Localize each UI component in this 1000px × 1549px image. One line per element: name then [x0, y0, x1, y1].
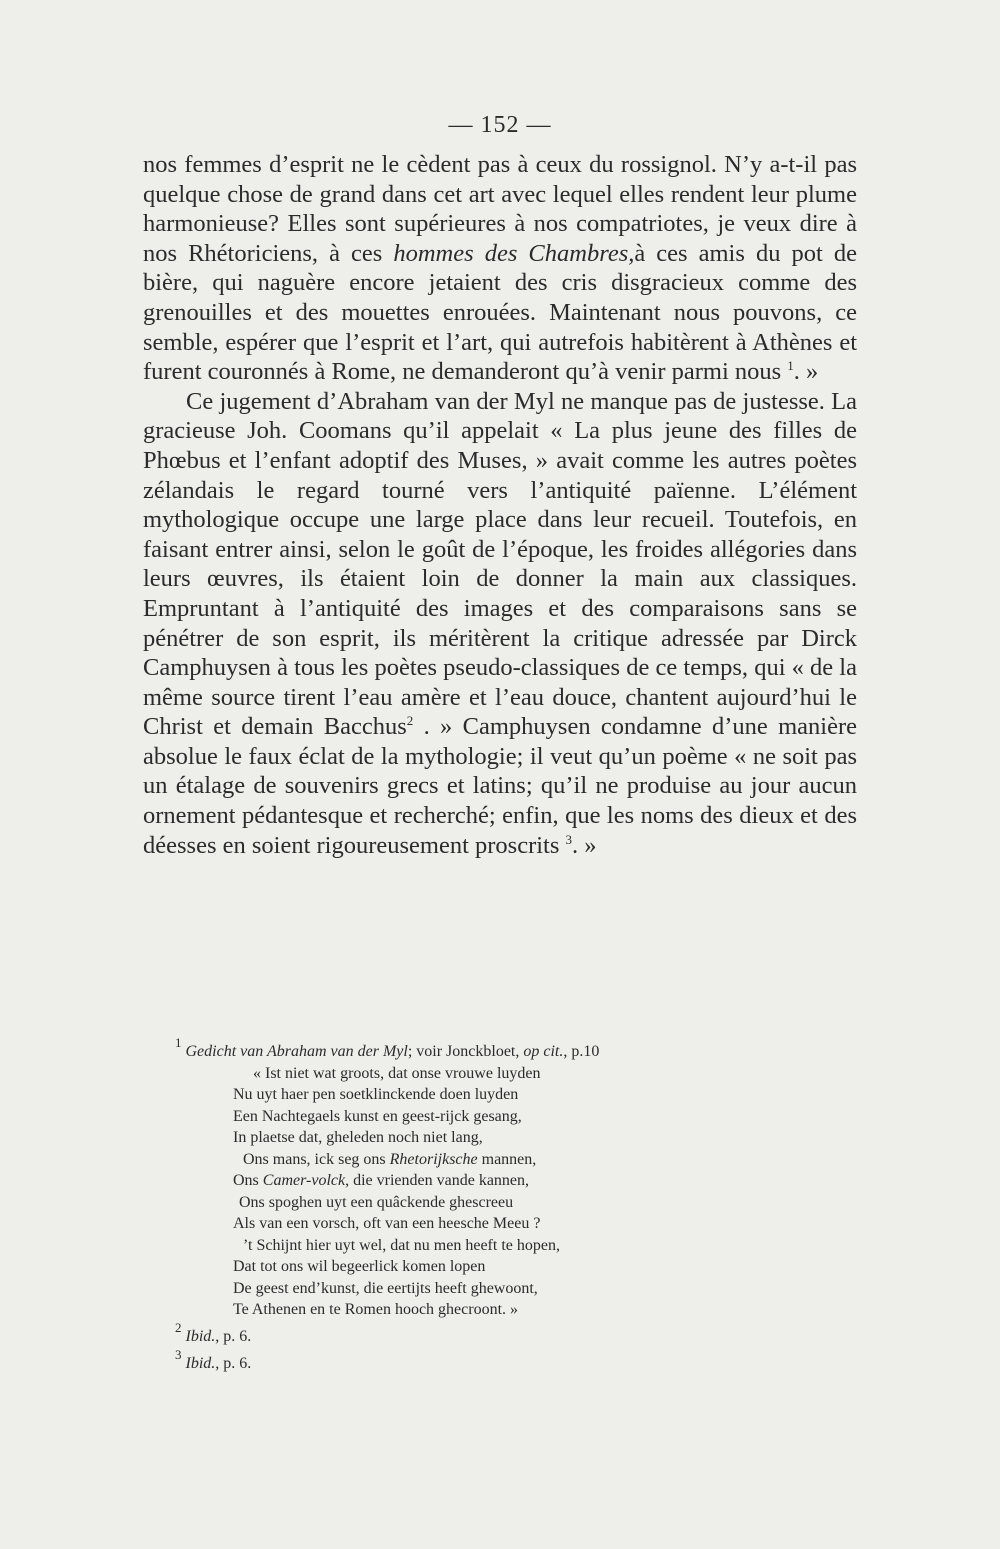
footnote-ibid: Ibid.	[185, 1327, 216, 1345]
paragraph-1	[143, 150, 857, 387]
text-run: . »	[572, 831, 597, 859]
verse-line: Nu uyt haer pen soetklinckende doen luyden	[233, 1086, 519, 1103]
verse-line	[233, 1170, 835, 1192]
verse-line: Dat tot ons wil begeerlick komen lopen	[233, 1258, 486, 1275]
text-run: à ces amis du pot de bière, qui naguère encore jetaient des cris disgracieux comme des grenouilles et des mouettes enrouées. Maintenant nous pouvons, ce semble, espérer que l’esprit et l’art, qui autrefois habitèrent à Athènes et furent couronnés à Rome, ne demanderont qu’à venir parmi nous	[143, 239, 857, 386]
footnotes	[175, 1035, 835, 1375]
page-number: — 152 —	[448, 112, 552, 138]
verse-line: Een Nachtegaels kunst en geest-rijck gesang,	[233, 1107, 522, 1125]
verse-italic: Rhetorijksche	[389, 1150, 478, 1168]
verse-line: Als van een vorsch, oft van een heesche Meeu ?	[233, 1215, 541, 1232]
footnote-page: , p. 6.	[215, 1327, 252, 1345]
verse-line	[233, 1149, 835, 1171]
footnote-ref-1[interactable]: 1	[787, 358, 794, 374]
footnote-page: , p.10	[563, 1043, 600, 1060]
verse-line: In plaetse dat, gheleden noch niet lang,	[233, 1129, 483, 1146]
verse-line: ’t Schijnt hier uyt wel, dat nu men heeft te hopen,	[243, 1236, 560, 1254]
footnote-1	[175, 1035, 835, 1063]
verse-line: « Ist niet wat groots, dat onse vrouwe luyden	[253, 1064, 541, 1082]
footnote-ref-3[interactable]: 3	[565, 831, 573, 847]
text-run: . » Camphuysen condamne d’une manière absolue le faux éclat de la mythologie; il veut qu’un poème « ne soit pas un étalage de souvenirs grecs et latins; qu’il ne produise au jour aucun ornement pédantesque et recherché; enfin, que les noms des dieux et des déesses en soient rigoureusement proscrits	[143, 713, 857, 859]
footnote-page: , p. 6.	[215, 1355, 252, 1372]
italic-run: hommes des Chambres,	[393, 239, 635, 267]
verse-line: Ons spoghen uyt een quâckende ghescreeu	[239, 1193, 514, 1211]
footnote-title: Gedicht van Abraham van der Myl	[185, 1043, 408, 1060]
verse-italic: Camer-volck	[262, 1172, 346, 1189]
footnote-ibid: Ibid.	[185, 1355, 216, 1372]
verse-run: Ons mans, ick seg ons	[243, 1150, 390, 1168]
footnote-text: ; voir Jonckbloet,	[407, 1043, 524, 1060]
footnote-marker: 3	[175, 1347, 182, 1362]
main-text	[143, 150, 857, 860]
paragraph-2	[143, 387, 857, 861]
footnote-2	[175, 1319, 835, 1348]
verse-line: Te Athenen en te Romen hooch ghecroont. »	[233, 1301, 519, 1318]
text-run: Ce jugement d’Abraham van der Myl ne manque pas de justesse. La gracieuse Joh. Coomans qu’il appelait « La plus jeune des filles de Phœbus et l’enfant adoptif des Muses, » avait comme les autres poètes zélandais le regard tourné vers l’antiquité païenne. L’élément mythologique occupe une large place dans leur recueil. Toutefois, en faisant entrer ainsi, selon le goût de l’époque, les froides allégories dans leurs œuvres, ils étaient loin de donner la main aux classiques. Empruntant à l’antiquité des images et des comparaisons sans se pénétrer de son esprit, ils méritèrent la critique adressée par Dirck Camphuysen à tous les poètes pseudo-classiques de ce temps, qui « de la même source tirent l’eau amère et l’eau douce, chantent aujourd’hui le Christ et demain Bacchus	[143, 387, 857, 741]
verse-line: De geest end’kunst, die eertijts heeft ghewoont,	[233, 1279, 538, 1297]
footnote-verse	[175, 1063, 835, 1321]
footnote-marker: 2	[175, 1319, 182, 1335]
verse-run: Ons	[233, 1172, 263, 1189]
footnote-ref-2[interactable]: 2	[406, 713, 414, 729]
footnote-marker: 1	[175, 1035, 182, 1050]
footnote-3	[175, 1347, 835, 1375]
footnote-opcit: op cit.	[523, 1043, 564, 1060]
verse-run: , die vrienden vande kannen,	[345, 1172, 530, 1189]
verse-run: mannen,	[477, 1150, 537, 1168]
text-run: nos femmes d’esprit ne le cèdent pas à ceux du rossignol. N’y a-t-il pas quelque chose de grand dans cet art avec lequel elles rendent leur plume harmonieuse? Elles sont supérieures à nos compatriotes, je veux dire à nos Rhétoriciens, à ces	[143, 151, 857, 267]
text-run: . »	[793, 358, 819, 386]
